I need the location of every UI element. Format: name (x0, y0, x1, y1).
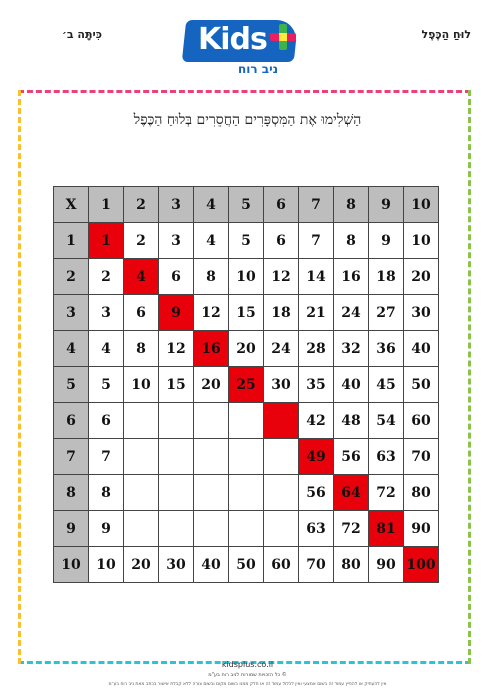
row-header: 8 (54, 475, 89, 511)
table-cell: 72 (369, 475, 404, 511)
table-cell: 35 (299, 367, 334, 403)
multiplication-table (53, 186, 439, 583)
table-cell: 24 (264, 331, 299, 367)
diagonal-cell: 25 (229, 367, 264, 403)
column-header: 5 (229, 187, 264, 223)
page-title: הַשְׁלִימוּ אֶת הַמִּסְפָּרִים הַחֲסֵרִים בְּלוּחַ הַכֶּפֶל (133, 112, 362, 128)
copyright-notice: © כל הזכויות שמורות לניב רוח בע"מ (208, 672, 287, 678)
table-cell: 12 (264, 259, 299, 295)
table-cell: 20 (124, 547, 159, 583)
table-cell: 63 (369, 439, 404, 475)
row-header: 1 (54, 223, 89, 259)
table-cell: 80 (404, 475, 439, 511)
table-cell (264, 439, 299, 475)
table-cell: 50 (404, 367, 439, 403)
column-header: 6 (264, 187, 299, 223)
table-cell: 20 (229, 331, 264, 367)
table-cell: 20 (194, 367, 229, 403)
table-cell (229, 439, 264, 475)
table-cell: 60 (264, 547, 299, 583)
table-cell: 7 (299, 223, 334, 259)
column-header: 8 (334, 187, 369, 223)
table-cell: 50 (229, 547, 264, 583)
table-cell: 14 (299, 259, 334, 295)
table-cell (159, 475, 194, 511)
table-cell: 60 (404, 403, 439, 439)
diagonal-cell: 9 (159, 295, 194, 331)
column-header: 1 (89, 187, 124, 223)
table-cell: 5 (229, 223, 264, 259)
table-cell: 4 (89, 331, 124, 367)
diagonal-cell: 49 (299, 439, 334, 475)
table-cell: 8 (194, 259, 229, 295)
table-cell: 30 (404, 295, 439, 331)
table-cell: 30 (159, 547, 194, 583)
table-cell (264, 511, 299, 547)
column-header: 4 (194, 187, 229, 223)
column-header: 2 (124, 187, 159, 223)
table-cell: 5 (89, 367, 124, 403)
table-cell: 7 (89, 439, 124, 475)
diagonal-cell (264, 403, 299, 439)
table-cell: 16 (334, 259, 369, 295)
table-cell: 6 (89, 403, 124, 439)
table-cell: 56 (299, 475, 334, 511)
table-cell: 18 (369, 259, 404, 295)
site-url: kidsplus.co.il (221, 660, 274, 669)
table-cell: 3 (159, 223, 194, 259)
table-cell (124, 511, 159, 547)
table-cell: 3 (89, 295, 124, 331)
row-header: 5 (54, 367, 89, 403)
table-corner: X (54, 187, 89, 223)
table-cell: 90 (369, 547, 404, 583)
row-header: 6 (54, 403, 89, 439)
table-cell: 32 (334, 331, 369, 367)
table-cell: 10 (229, 259, 264, 295)
table-cell: 9 (89, 511, 124, 547)
row-header: 3 (54, 295, 89, 331)
table-cell: 12 (159, 331, 194, 367)
legal-notice: אין להעתיק או להפיץ עמוד זה בשום אמצעי ואין לכלול עמוד זה או חלק ממנו בשום מקום ובשום צורה ללא קבלת אישור בכתב מאת ניב רוח בע"מ (108, 682, 387, 687)
table-cell: 15 (159, 367, 194, 403)
column-header: 9 (369, 187, 404, 223)
table-cell: 56 (334, 439, 369, 475)
worksheet-topic: לוּחַ הַכֶּפֶל (421, 28, 471, 41)
table-cell: 40 (404, 331, 439, 367)
table-cell: 6 (159, 259, 194, 295)
table-cell: 8 (124, 331, 159, 367)
table-cell: 21 (299, 295, 334, 331)
diagonal-cell: 64 (334, 475, 369, 511)
table-cell: 12 (194, 295, 229, 331)
diagonal-cell: 16 (194, 331, 229, 367)
table-cell: 42 (299, 403, 334, 439)
column-header: 10 (404, 187, 439, 223)
table-cell: 54 (369, 403, 404, 439)
table-cell (124, 439, 159, 475)
table-cell: 48 (334, 403, 369, 439)
table-cell: 70 (299, 547, 334, 583)
table-cell: 45 (369, 367, 404, 403)
table-cell: 8 (89, 475, 124, 511)
table-cell: 27 (369, 295, 404, 331)
table-cell: 10 (404, 223, 439, 259)
diagonal-cell: 1 (89, 223, 124, 259)
table-cell (194, 475, 229, 511)
table-cell (124, 403, 159, 439)
row-header: 9 (54, 511, 89, 547)
table-cell: 63 (299, 511, 334, 547)
grade-label: כִּיתָּה ב׳ (62, 28, 102, 41)
logo-subtitle: ניב רוח (238, 62, 279, 76)
table-cell (159, 511, 194, 547)
table-cell: 90 (404, 511, 439, 547)
table-cell: 30 (264, 367, 299, 403)
table-cell: 6 (124, 295, 159, 331)
table-cell: 10 (124, 367, 159, 403)
table-cell (229, 403, 264, 439)
table-cell (124, 475, 159, 511)
table-cell (194, 511, 229, 547)
table-cell: 72 (334, 511, 369, 547)
table-cell (264, 475, 299, 511)
row-header: 7 (54, 439, 89, 475)
kids-logo (184, 10, 316, 76)
row-header: 4 (54, 331, 89, 367)
table-cell: 10 (89, 547, 124, 583)
table-cell: 20 (404, 259, 439, 295)
diagonal-cell: 81 (369, 511, 404, 547)
table-cell: 8 (334, 223, 369, 259)
table-cell (159, 403, 194, 439)
table-cell (159, 439, 194, 475)
table-cell: 24 (334, 295, 369, 331)
table-cell: 28 (299, 331, 334, 367)
row-header: 2 (54, 259, 89, 295)
table-cell: 6 (264, 223, 299, 259)
table-cell (194, 403, 229, 439)
diagonal-cell: 100 (404, 547, 439, 583)
diagonal-cell: 4 (124, 259, 159, 295)
table-cell (229, 511, 264, 547)
column-header: 3 (159, 187, 194, 223)
table-cell: 36 (369, 331, 404, 367)
table-cell: 4 (194, 223, 229, 259)
row-header: 10 (54, 547, 89, 583)
table-cell: 40 (334, 367, 369, 403)
table-cell: 2 (89, 259, 124, 295)
table-cell: 2 (124, 223, 159, 259)
column-header: 7 (299, 187, 334, 223)
table-cell: 9 (369, 223, 404, 259)
table-cell: 40 (194, 547, 229, 583)
table-cell: 70 (404, 439, 439, 475)
table-cell (229, 475, 264, 511)
table-cell: 80 (334, 547, 369, 583)
table-cell (194, 439, 229, 475)
logo-text: Kids (198, 22, 267, 57)
table-cell: 18 (264, 295, 299, 331)
table-cell: 15 (229, 295, 264, 331)
plus-icon (270, 24, 296, 50)
